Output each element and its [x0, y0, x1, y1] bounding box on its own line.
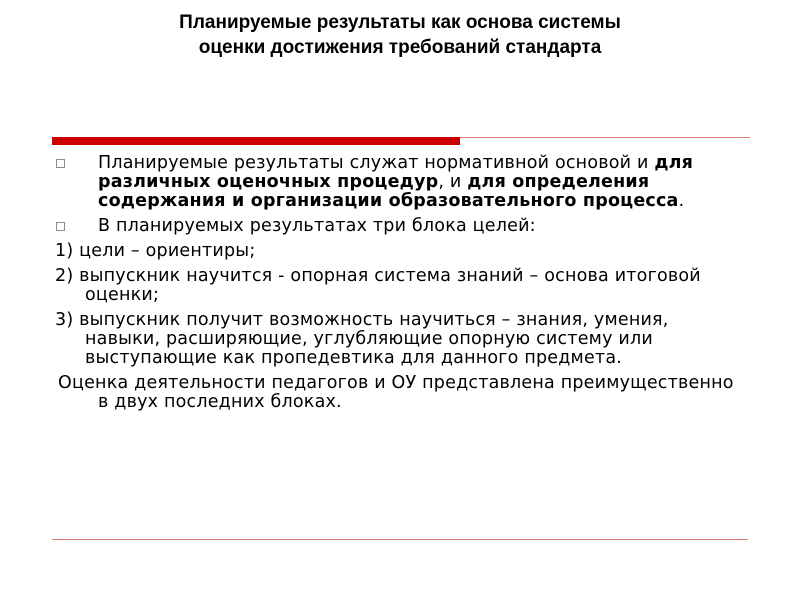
title-accent-line [460, 137, 750, 138]
slide-title-line-1: Планируемые результаты как основа системы [179, 12, 621, 33]
slide-body [52, 154, 742, 418]
slide-title-line-2: оценки достижения требований стандарта [198, 37, 602, 58]
bullet-planned-results [52, 154, 742, 211]
list-item-graduate-will-learn: 2) выпускник научится - опорная система знаний – основа итоговой оценки; [55, 266, 701, 305]
square-bullet-icon [56, 222, 65, 231]
list-item-graduate-opportunity: 3) выпускник получит возможность научиться – знания, умения, навыки, расширяющие, углубляющие опорную систему или выступающие как пропедевтика для данного предмета. [55, 310, 669, 368]
bullet-text-bold2: для определения содержания и организации образовательного процесса [98, 172, 679, 211]
title-accent-bar [52, 137, 460, 145]
slide-title [60, 10, 740, 60]
conclusion-text: Оценка деятельности педагогов и ОУ представлена преимущественно в двух последних блоках. [58, 373, 734, 412]
list-item-goals: 1) цели – ориентиры; [55, 241, 256, 261]
bullet-text-part1: Планируемые результаты служат нормативной основой и [98, 153, 655, 173]
bullet-text-bold1: для различных оценочных процедур [98, 153, 694, 192]
bottom-rule [52, 539, 748, 540]
bullet-three-blocks [52, 217, 742, 236]
bullet-three-blocks-text: В планируемых результатах три блока целей: [98, 216, 536, 236]
bullet-text-part3: . [678, 191, 685, 211]
square-bullet-icon [56, 159, 65, 168]
bullet-text-part2: , и [438, 172, 468, 192]
